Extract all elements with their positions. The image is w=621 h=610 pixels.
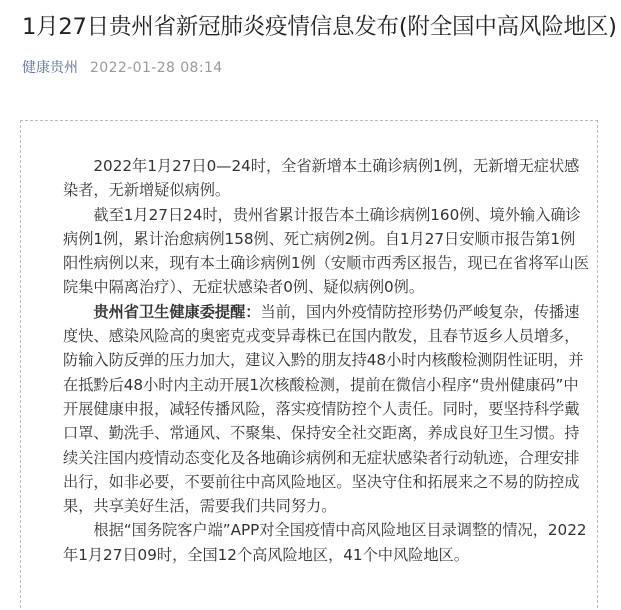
article-meta bbox=[22, 59, 223, 77]
paragraph-reminder bbox=[63, 300, 590, 519]
paragraph-risk-areas: 根据“国务院客户端”APP对全国疫情中高风险地区目录调整的情况，2022年1月27日09时，全国12个高风险地区，41个中风险地区。 bbox=[63, 521, 587, 564]
article-body bbox=[63, 154, 590, 567]
reminder-lead: 贵州省卫生健康委提醒： bbox=[93, 302, 261, 321]
article-title: 1月27日贵州省新冠肺炎疫情信息发布(附全国中高风险地区) bbox=[22, 14, 617, 40]
publish-time: 2022-01-28 08:14 bbox=[90, 60, 223, 76]
paragraph-cumulative: 截至1月27日24时，贵州省累计报告本土确诊病例160例、境外输入确诊病例1例，累计治愈病例158例、死亡病例2例。自1月27日安顺市报告第1例阳性病例以来，现有本土确诊病例1例（安顺市西秀区报告，现已在省将军山医院集中隔离治疗）、无症状感染者0例、疑似病例0例。 bbox=[63, 205, 590, 297]
paragraph-new-cases: 2022年1月27日0—24时，全省新增本土确诊病例1例，无新增无症状感染者，无新增疑似病例。 bbox=[63, 157, 580, 200]
source-account-link[interactable]: 健康贵州 bbox=[22, 60, 78, 76]
reminder-text: 当前，国内外疫情防控形势仍严峻复杂，传播速度快、感染风险高的奥密克戎变异毒株已在国内散发，且春节返乡人员增多，防输入防反弹的压力加大，建议入黔的朋友持48小时内核酸检测阴性证明，并在抵黔后48小时内主动开展1次核酸检测，提前在微信小程序“贵州健康码”中开展健康申报，减轻传播风险，落实疫情防控个人责任。同时，要坚持科学戴口罩、勤洗手、常通风、不聚集、保持安全社交距离，养成良好卫生习惯。持续关注国内疫情动态变化及各地确诊病例和无症状感染者行动轨迹，合理安排出行，如非必要，不要前往中高风险地区。坚决守住和拓展来之不易的防控成果，共享美好生活，需要我们共同努力。 bbox=[63, 302, 584, 516]
